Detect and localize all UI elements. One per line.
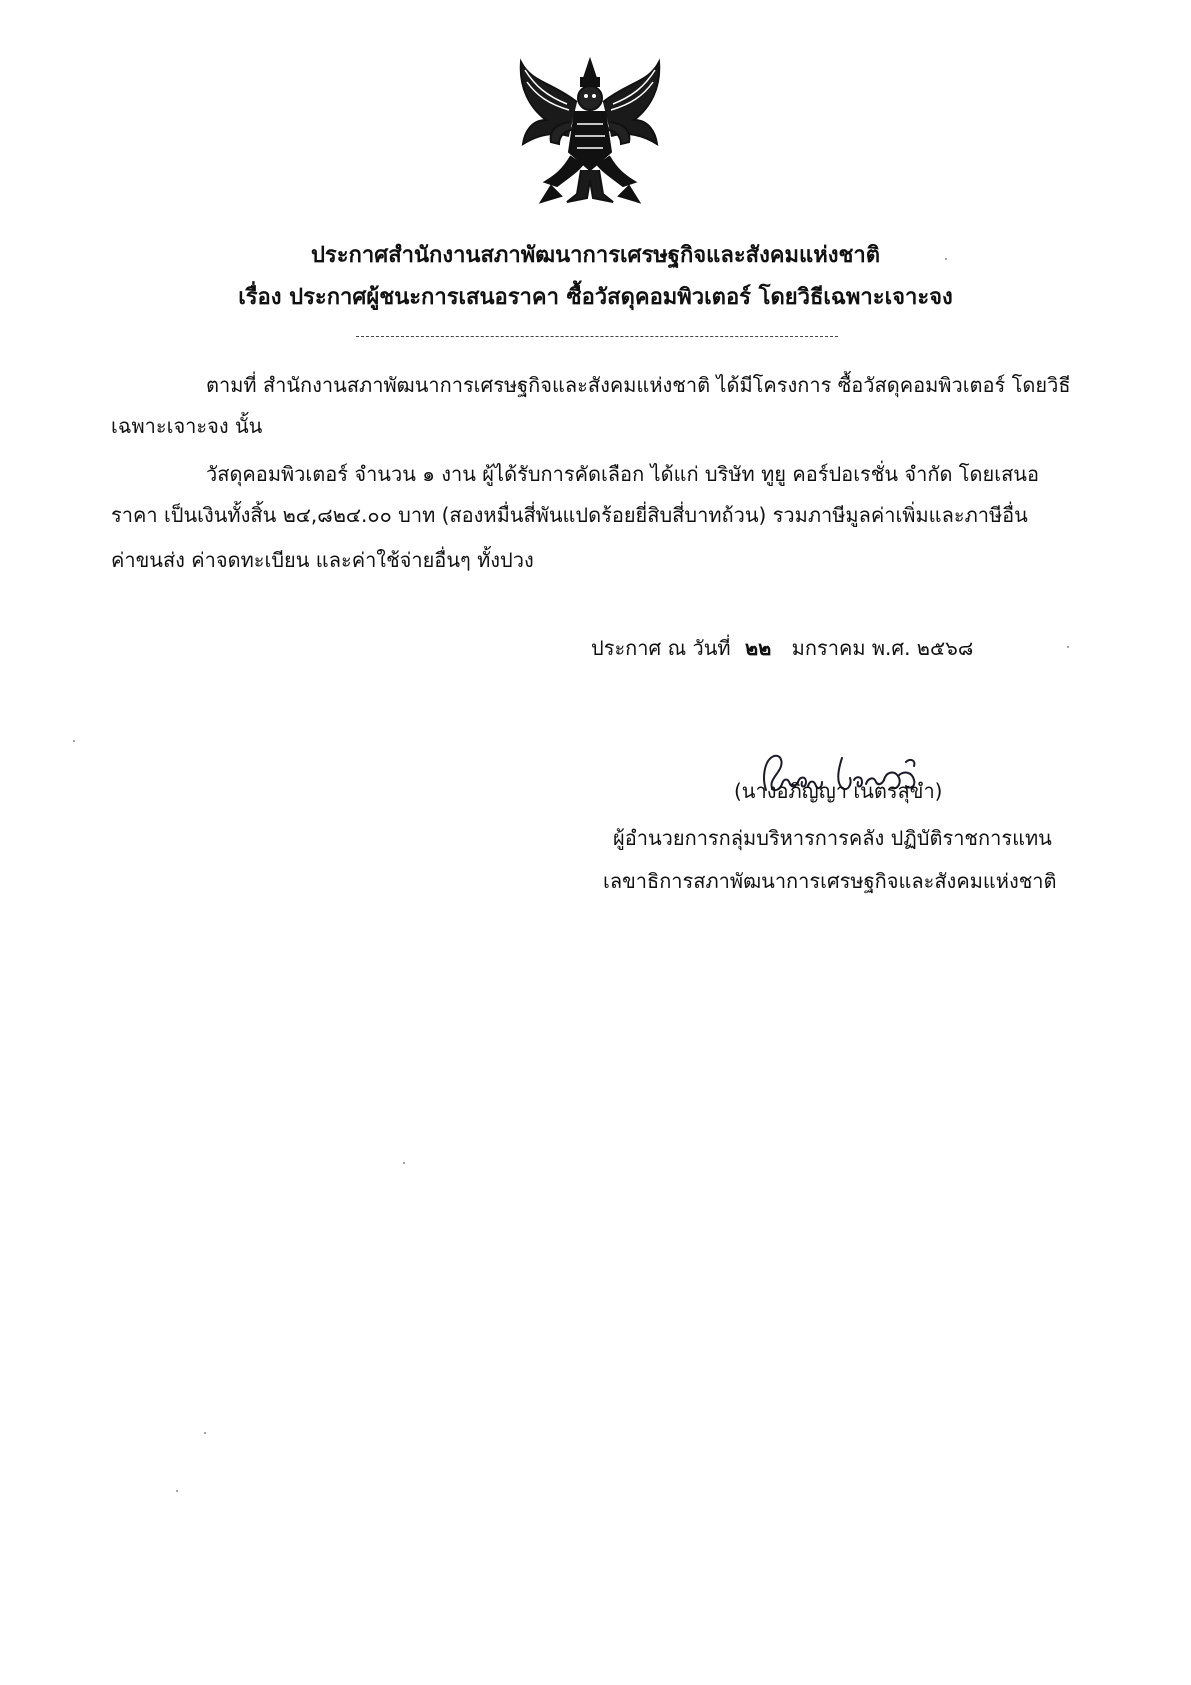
signatory-name: (นางอภิญญา เนตรสุขำ): [734, 779, 943, 803]
signatory-position-line-2: เลขาธิการสภาพัฒนาการเศรษฐกิจและสังคมแห่งชาติ: [603, 869, 1057, 893]
paragraph-1-line-1: ตามที่ สำนักงานสภาพัฒนาการเศรษฐกิจและสังคมแห่งชาติ ได้มีโครงการ ซื้อวัสดุคอมพิวเตอร์ โดยวิธี: [206, 373, 1071, 397]
paragraph-2-line-2: ราคา เป็นเงินทั้งสิ้น ๒๔,๘๒๔.๐๐ บาท (สองหมื่นสี่พันแปดร้อยยี่สิบสี่บาทถ้วน) รวมภาษีมูลค่าเพิ่มและภาษีอื่น: [111, 503, 1028, 527]
date-month-year: มกราคม พ.ศ. ๒๕๖๘: [791, 636, 974, 660]
paragraph-2-line-3: ค่าขนส่ง ค่าจดทะเบียน และค่าใช้จ่ายอื่นๆ ทั้งปวง: [111, 548, 534, 572]
announcement-title: ประกาศสำนักงานสภาพัฒนาการเศรษฐกิจและสังคมแห่งชาติ: [310, 243, 881, 268]
scan-speck: [176, 1490, 178, 1492]
announcement-date: [591, 633, 973, 663]
announcement-subject: เรื่อง ประกาศผู้ชนะการเสนอราคา ซื้อวัสดุคอมพิวเตอร์ โดยวิธีเฉพาะเจาะจง: [238, 285, 953, 310]
signatory-position-line-1: ผู้อำนวยการกลุ่มบริหารการคลัง ปฏิบัติราชการแทน: [613, 826, 1052, 850]
scan-speck: [403, 1162, 405, 1164]
date-prefix: ประกาศ ณ วันที่: [591, 636, 731, 660]
scan-speck: [73, 740, 75, 742]
paragraph-1-line-2: เฉพาะเจาะจง นั้น: [111, 414, 263, 438]
scan-speck: [204, 1432, 206, 1434]
title-divider: [356, 336, 838, 337]
paragraph-2-line-1: วัสดุคอมพิวเตอร์ จำนวน ๑ งาน ผู้ได้รับการคัดเลือก ได้แก่ บริษัท ทูยู คอร์ปอเรชั่น จำกัด โดยเสนอ: [206, 462, 1039, 486]
scan-speck: [1067, 646, 1069, 648]
garuda-emblem-icon: [511, 52, 669, 212]
date-day: ๒๒: [744, 636, 772, 660]
scan-speck: [945, 258, 947, 260]
